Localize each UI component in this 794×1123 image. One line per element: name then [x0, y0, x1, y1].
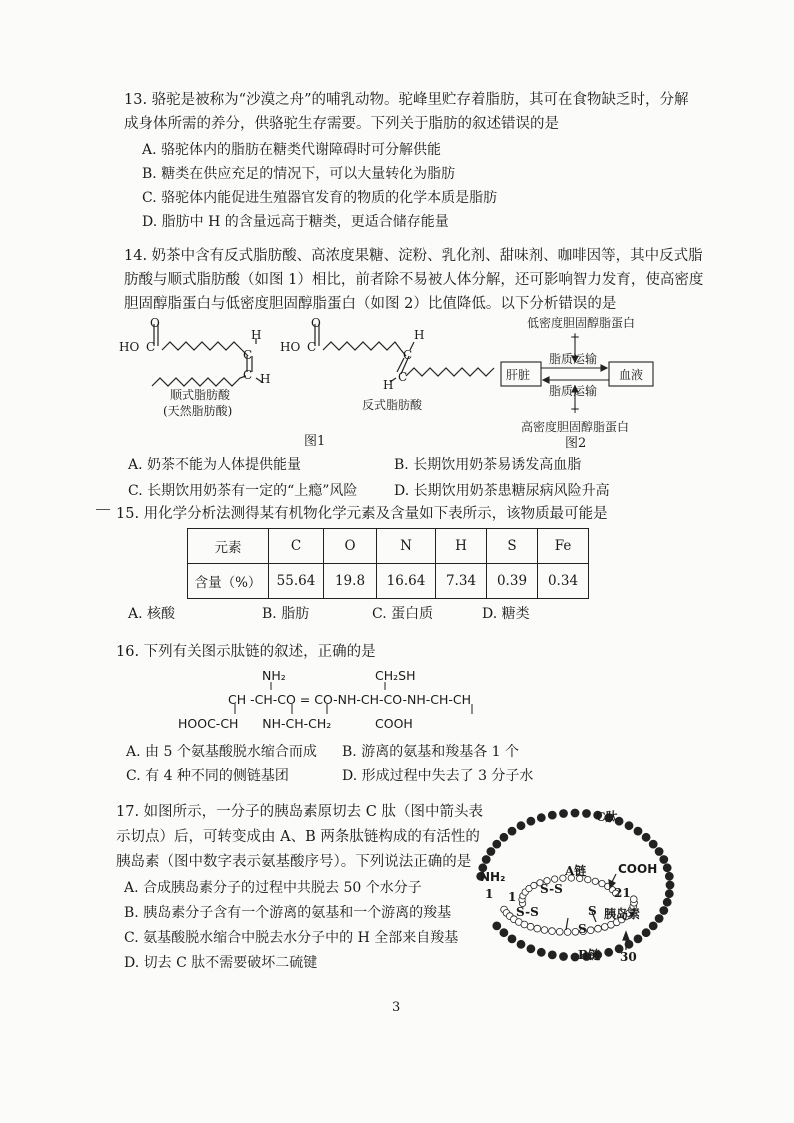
q13-option-d: D. 脂肪中 H 的含量远高于糖类，更适合储存能量 — [142, 214, 449, 230]
q15-stem: 15. 用化学分析法测得某有机物化学元素及含量如下表所示，该物质最可能是 — [116, 506, 608, 522]
amino-acid-bead — [521, 921, 528, 928]
amino-acid-bead — [508, 827, 516, 835]
amino-acid-bead — [625, 822, 633, 830]
q15-option-c: C. 蛋白质 — [372, 606, 434, 622]
q14-option-a: A. 奶茶不能为人体提供能量 — [128, 457, 302, 473]
q13-option-c: C. 骆驼体内能促进生殖器官发育的物质的化学本质是脂肪 — [142, 190, 498, 206]
amino-acid-bead — [601, 924, 608, 931]
c-peptide-ring — [477, 809, 674, 961]
q14-option-c: C. 长期饮用奶茶有一定的“上瘾”风险 — [128, 483, 358, 499]
table-cell: 0.39 — [487, 564, 538, 599]
amino-acid-bead — [527, 945, 535, 953]
insulin-label: 胰岛素 — [604, 907, 641, 921]
trans-c-b-label: C — [398, 370, 408, 384]
margin-mark — [96, 509, 110, 510]
cis-fatty-acid-name: 顺式脂肪酸 — [170, 388, 231, 402]
q13-stem-line1: 13. 骆驼是被称为“沙漠之舟”的哺乳动物。驼峰里贮存着脂肪，其可在食物缺乏时，分解 — [124, 92, 689, 108]
q16-option-a: A. 由 5 个氨基酸脱水缩合而成 — [126, 744, 317, 760]
amino-acid-bead — [634, 827, 642, 835]
chain-nh2-label: NH₂ — [262, 668, 286, 683]
amino-acid-bead — [642, 929, 650, 937]
q17-option-c: C. 氨基酸脱水缩合中脱去水分子中的 H 全部来自羧基 — [124, 930, 459, 946]
amino-acid-bead — [592, 878, 598, 884]
amino-acid-bead — [549, 928, 556, 935]
q15-option-a: A. 核酸 — [128, 606, 176, 622]
table-header-cell: H — [436, 529, 487, 564]
ldl-label: 低密度胆固醇脂蛋白 — [527, 316, 636, 330]
table-header-cell: 元素 — [188, 529, 269, 564]
amino-acid-bead — [493, 922, 501, 930]
trans-fatty-acid-name: 反式脂肪酸 — [362, 398, 423, 412]
amino-acid-bead — [655, 915, 663, 923]
a-chain-beads — [519, 875, 619, 907]
amino-acid-bead — [665, 890, 673, 898]
amino-acid-bead — [527, 923, 534, 930]
page-number: 3 — [392, 1000, 401, 1015]
amino-acid-bead — [560, 953, 568, 961]
amino-acid-bead — [487, 848, 495, 856]
q14-stem-line3: 胆固醇脂蛋白与低密度胆固醇脂蛋白（如图 2）比值降低。以下分析错误的是 — [124, 296, 617, 312]
q15-option-d: D. 糖类 — [482, 606, 530, 622]
cis-h-top-label: H — [251, 328, 262, 342]
trans-h-bottom-label: H — [383, 378, 394, 392]
amino-acid-bead — [642, 833, 650, 841]
q17-option-a: A. 合成胰岛素分子的过程中共脱去 50 个水分子 — [124, 880, 422, 896]
a-chain-start-number: 1 — [508, 890, 517, 904]
amino-acid-bead — [537, 948, 545, 956]
q13-stem-line2: 成身体所需的养分，供骆驼生存需要。下列关于脂肪的叙述错误的是 — [124, 116, 559, 132]
sulfur-label-1: S — [588, 904, 597, 918]
ldl-plus-sign: + — [570, 330, 581, 344]
nh2-label: NH₂ — [480, 870, 506, 884]
q17-stem-line2: 示切点）后，可转变成由 A、B 两条肽链构成的有活性的 — [116, 829, 480, 845]
amino-acid-bead — [583, 810, 591, 818]
amino-acid-bead — [560, 810, 568, 818]
transport-label-bottom: 脂质运输 — [549, 384, 598, 398]
amino-acid-bead — [500, 929, 508, 937]
amino-acid-bead — [599, 880, 605, 886]
amino-acid-bead — [508, 935, 516, 943]
q13-option-b: B. 糖类在供应充足的情况下，可以大量转化为脂肪 — [142, 166, 456, 182]
trans-c-a-label: C — [403, 348, 413, 362]
b-chain-label: B链 — [578, 948, 601, 962]
cis-c-a-label: C — [243, 348, 253, 362]
q16-option-b: B. 游离的氨基和羧基各 1 个 — [342, 744, 519, 760]
q14-stem-line1: 14. 奶茶中含有反式脂肪酸、高浓度果糖、淀粉、乳化剂、甜味剂、咖啡因等，其中反式脂 — [124, 248, 703, 264]
amino-acid-bead — [556, 928, 563, 935]
table-cell: 55.64 — [269, 564, 324, 599]
amino-acid-bead — [595, 925, 602, 932]
amino-acid-bead — [517, 940, 525, 948]
sulfur-label-2: S — [578, 922, 587, 936]
q16-stem: 16. 下列有关图示肽链的叙述，正确的是 — [116, 644, 376, 660]
hdl-plus-sign: + — [570, 402, 581, 416]
trans-o-label: O — [311, 316, 321, 330]
chain-ch2sh-label: CH₂SH — [375, 668, 416, 683]
amino-acid-bead — [666, 881, 674, 889]
trans-ho-label: HO — [280, 340, 301, 354]
amino-acid-bead — [482, 856, 490, 864]
blood-label: 血液 — [619, 368, 644, 382]
disulfide-bond-2: S-S — [516, 905, 539, 919]
amino-acid-bead — [655, 848, 663, 856]
amino-acid-bead — [649, 840, 657, 848]
element-content-table — [187, 528, 589, 599]
q17-stem-line1: 17. 如图所示，一分子的胰岛素原切去 C 肽（图中箭头表 — [116, 804, 483, 820]
hdl-label: 高密度胆固醇脂蛋白 — [521, 420, 630, 434]
amino-acid-bead — [493, 840, 501, 848]
table-cell: 7.34 — [436, 564, 487, 599]
proinsulin-diagram — [470, 800, 680, 975]
table-cell: 19.8 — [324, 564, 377, 599]
amino-acid-bead — [541, 927, 548, 934]
amino-acid-bead — [534, 925, 541, 932]
q15-option-b: B. 脂肪 — [262, 606, 310, 622]
amino-acid-bead — [564, 929, 571, 936]
amino-acid-bead — [605, 948, 613, 956]
table-cell: 含量（%） — [188, 564, 269, 599]
figure1-caption: 图1 — [304, 434, 326, 449]
liver-label: 肝脏 — [506, 368, 531, 382]
q14-stem-line2: 肪酸与顺式脂肪酸（如图 1）相比，前者除不易被人体分解，还可影响智力发育，使高密度 — [124, 272, 704, 288]
c-peptide-label: C肽 — [596, 810, 618, 824]
table-header-cell: C — [269, 529, 324, 564]
amino-acid-bead — [548, 951, 556, 959]
cis-o-label: O — [150, 316, 160, 330]
amino-acid-bead — [571, 809, 579, 817]
amino-acid-bead — [634, 935, 642, 943]
b-chain-start-number: 1 — [485, 887, 494, 901]
amino-acid-bead — [537, 814, 545, 822]
q16-option-d: D. 形成过程中失去了 3 分子水 — [342, 768, 534, 784]
table-header-row — [188, 529, 589, 564]
table-row — [188, 564, 589, 599]
table-header-cell: S — [487, 529, 538, 564]
peptide-bonds-diagram — [220, 680, 520, 740]
cis-c-b-label: C — [243, 368, 253, 382]
disulfide-bond-1: S-S — [540, 882, 563, 896]
a-chain-end-number: 21 — [614, 886, 631, 900]
amino-acid-bead — [649, 922, 657, 930]
cis-fatty-acid-note: (天然脂肪酸) — [163, 404, 233, 418]
cooh-label: COOH — [618, 862, 658, 876]
q16-option-c: C. 有 4 种不同的侧链基团 — [126, 768, 289, 784]
amino-acid-bead — [660, 856, 668, 864]
figure2-caption: 图2 — [565, 436, 587, 451]
q14-option-b: B. 长期饮用奶茶易诱发高血脂 — [394, 457, 582, 473]
transport-label-top: 脂质运输 — [549, 352, 598, 366]
table-header-cell: O — [324, 529, 377, 564]
cis-h-bottom-label: H — [260, 372, 271, 386]
amino-acid-bead — [500, 833, 508, 841]
amino-acid-bead — [517, 822, 525, 830]
chain-backbone-line: CH -CH-CO = CO-NH-CH-CO-NH-CH-CH — [228, 692, 472, 707]
b-chain-end-number: 30 — [620, 950, 637, 964]
table-cell: 16.64 — [377, 564, 436, 599]
amino-acid-bead — [663, 864, 671, 872]
table-cell: 0.34 — [538, 564, 589, 599]
amino-acid-bead — [531, 882, 537, 888]
chain-side-groups-line: HOOC-CH NH-CH-CH₂ COOH — [178, 716, 413, 731]
amino-acid-bead — [660, 907, 668, 915]
q17-option-b: B. 胰岛素分子含有一个游离的氨基和一个游离的羧基 — [124, 905, 452, 921]
cis-ho-label: HO — [119, 340, 140, 354]
amino-acid-bead — [630, 896, 637, 903]
amino-acid-bead — [665, 872, 673, 880]
q17-stem-line3: 胰岛素（图中数字表示氨基酸序号）。下列说法正确的是 — [116, 854, 472, 870]
q17-option-d: D. 切去 C 肽不需要破坏二硫键 — [124, 955, 318, 971]
amino-acid-bead — [587, 927, 594, 934]
table-header-cell: N — [377, 529, 436, 564]
amino-acid-bead — [663, 898, 671, 906]
cis-c-label: C — [146, 340, 156, 354]
amino-acid-bead — [527, 817, 535, 825]
table-header-cell: Fe — [538, 529, 589, 564]
q13-option-a: A. 骆驼体内的脂肪在糖类代谢障碍时可分解供能 — [142, 142, 442, 158]
q14-option-d: D. 长期饮用奶茶患糖尿病风险升高 — [394, 483, 610, 499]
amino-acid-bead — [548, 811, 556, 819]
trans-h-top-label: H — [414, 328, 425, 342]
a-chain-label: A链 — [565, 864, 587, 878]
trans-c-label: C — [307, 340, 317, 354]
